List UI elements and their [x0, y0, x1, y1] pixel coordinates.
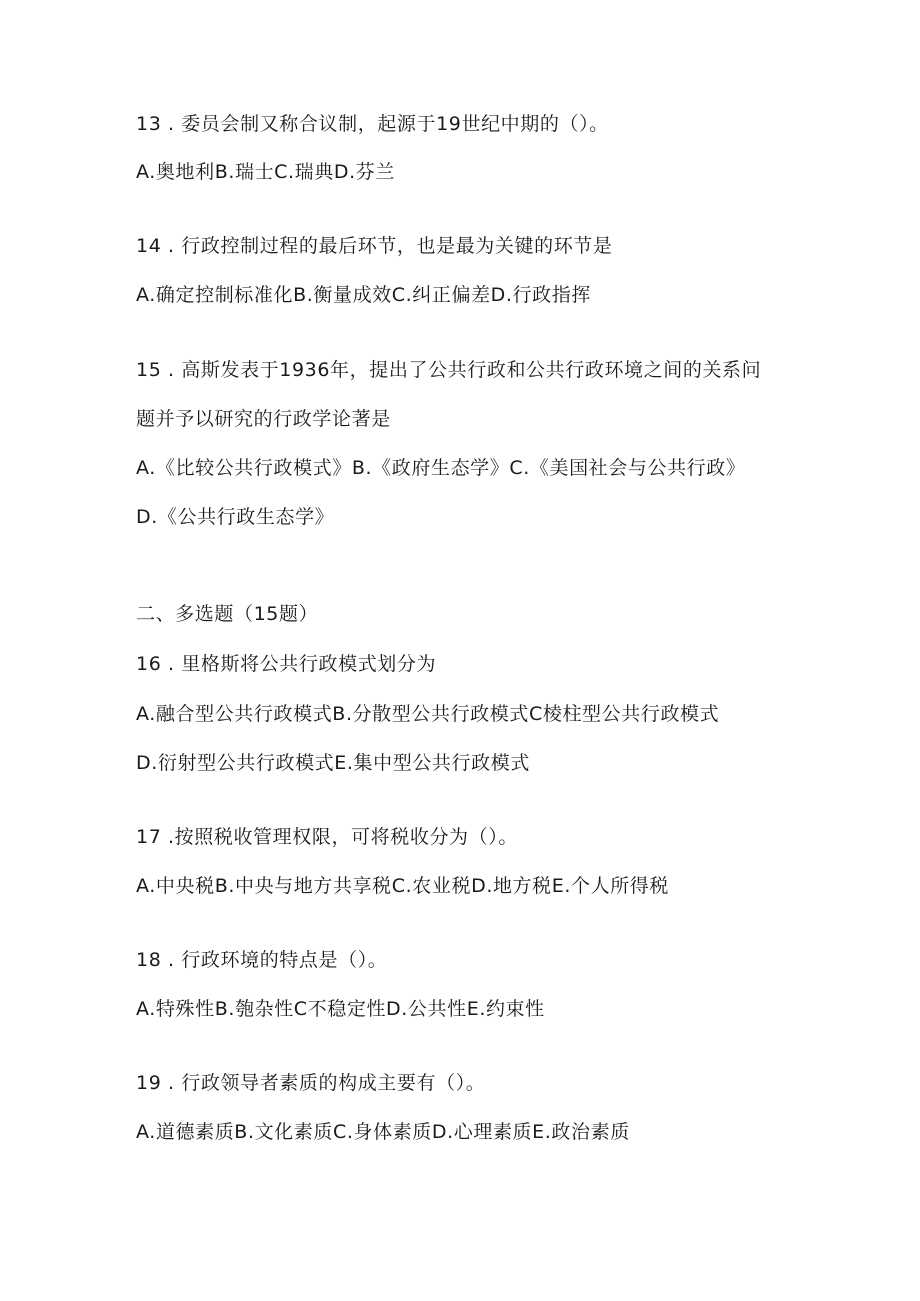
question-18-options: A.特殊性B.匏杂性C不稳定性D.公共性E.约束性 — [136, 998, 545, 1020]
question-18-stem: 18 . 行政环境的特点是（）。 — [136, 949, 388, 971]
question-15-options-line-2: D.《公共行政生态学》 — [136, 506, 335, 528]
question-19-stem: 19 . 行政领导者素质的构成主要有（）。 — [136, 1072, 486, 1094]
question-19-options: A.道德素质B.文化素质C.身体素质D.心理素质E.政治素质 — [136, 1121, 630, 1143]
question-17-stem: 17 .按照税收管理权限，可将税收分为（）。 — [136, 826, 518, 848]
question-16-options-line-1: A.融合型公共行政模式B.分散型公共行政模式C棱柱型公共行政模式 — [136, 703, 720, 725]
question-15-stem-line-2: 题并予以研究的行政学论著是 — [136, 408, 391, 430]
question-15-stem-line-1: 15 . 高斯发表于1936年，提出了公共行政和公共行政环境之间的关系问 — [136, 359, 762, 381]
question-14-options: A.确定控制标准化B.衡量成效C.纠正偏差D.行政指挥 — [136, 284, 591, 306]
question-13-stem: 13 . 委员会制又称合议制，起源于19世纪中期的（）。 — [136, 113, 609, 135]
section-heading: 二、多选题（15题） — [136, 603, 319, 625]
question-13-options: A.奥地利B.瑞士C.瑞典D.芬兰 — [136, 161, 395, 183]
question-17-options: A.中央税B.中央与地方共享税C.农业税D.地方税E.个人所得税 — [136, 875, 669, 897]
question-16-options-line-2: D.衍射型公共行政模式E.集中型公共行政模式 — [136, 752, 530, 774]
question-15-options-line-1: A.《比较公共行政模式》B.《政府生态学》C.《美国社会与公共行政》 — [136, 457, 746, 479]
question-14-stem: 14 . 行政控制过程的最后环节，也是最为关键的环节是 — [136, 235, 613, 257]
question-16-stem: 16 . 里格斯将公共行政模式划分为 — [136, 653, 437, 675]
